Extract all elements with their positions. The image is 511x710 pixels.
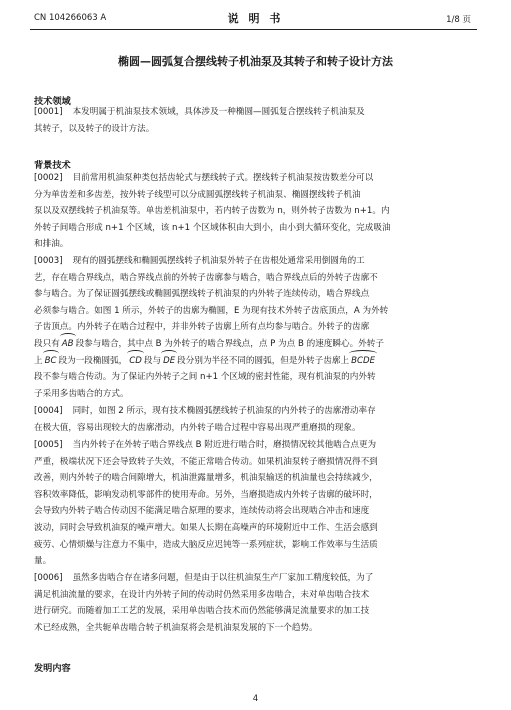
paragraph-line: 满足机油流量的要求，在设计内外转子间的传动时仍然采用多齿啮合，未对单齿啮合技术 [34,589,370,600]
paragraph-line: 子齿顶点。内外转子在啮合过程中，并非外转子齿廓上所有点均参与啮合。外转子的齿廓 [34,322,370,333]
section-heading-summary: 发明内容 [34,663,71,674]
paragraph-0003 [34,253,471,402]
paragraph-line: 参与啮合。为了保证圆弧摆线或椭圆弧摆线转子机油泵的内外转子连续传动，啮合界线点 [34,289,370,300]
paragraph-line: 段只有 AB 段参与啮合，其中点 B 为外转子的啮合界线点，点 P 为点 B 的速度瞬心。外转子 [34,336,471,353]
paragraph-line: [0004] 同时，如图 2 所示，现有技术椭圆弧摆线转子机油泵的内外转子的齿廓滑动率存 [34,406,376,416]
paragraph-line: [0005] 当内外转子在外转子啮合界线点 B 附近进行啮合时，磨损情况较其他啮合点更为 [34,440,377,450]
paragraph-line: 术已经成熟，全共轭单齿啮合转子机油泵将会是机油泵发展的下一个趋势。 [34,622,318,633]
paragraph-line: 改善，则内外转子的啮合间隙增大，机油泄露量增多，机油泵输送的机油量也会持续减少， [34,473,378,484]
paragraph-number: [0001] [34,107,63,117]
paragraph-line: 量。 [34,556,52,567]
paragraph-line: 容积效率降低，影响发动机零部件的使用寿命。另外，当磨损造成内外转子齿廓的破坏时， [34,489,378,500]
paragraph-line: 子采用多齿啮合的方式。 [34,388,129,399]
paragraph-line: [0003] 现有的圆弧摆线和椭圆弧摆线转子机油泵外转子在齿根处通常采用倒圆角的工 [34,256,365,266]
paragraph-line: 波动，同时会导致机油泵的噪声增大。如果人长期在高噪声的环境附近中工作、生活会感到 [34,522,378,533]
paragraph-line: [0002] 目前常用机油泵种类包括齿轮式与摆线转子式。摆线转子机油泵按齿数差分可以 [34,173,374,183]
paragraph-line: 段不参与啮合传动。为了保证内外转子之间 n+1 个区域的密封性能，现有机油泵的内外转 [34,372,376,383]
paragraph-number: [0004] [34,406,63,416]
paragraph-0005 [34,437,471,570]
header-divider [30,29,477,30]
paragraph-line: 外转子间啮合形成 n+1 个区域，该 n+1 个区域体积由大到小，由小到大循环变化，完成吸油 [34,222,391,233]
paragraph-line: 严重，极端状况下还会导致转子失效，不能正常啮合传动。如果机油泵转子磨损情况得不到 [34,456,378,467]
section-heading-tech-field: 技术领域 [34,96,71,107]
paragraph-0006 [34,570,471,636]
paragraph-number: [0006] [34,573,63,583]
paragraph-0004 [34,403,471,436]
paragraph-line: 和排油。 [34,239,69,250]
paragraph-line: [0001] 本发明属于机油泵技术领域，具体涉及一种椭圆—圆弧复合摆线转子机油泵及 [34,107,365,117]
paragraph-line: 会导致内外转子啮合传动因不能满足啮合原理的要求，连续传动将会出现啮合冲击和速度 [34,506,370,517]
paragraph-line: 其转子，以及转子的设计方法。 [34,123,155,134]
arc-bcde-symbol: BCDE [349,353,377,370]
paragraph-line: 泵以及双摆线转子机油泵等。单齿差机油泵中，若内转子齿数为 n，则外转子齿数为 n+1。内 [34,206,390,217]
paragraph-0001 [34,104,471,137]
doc-number: CN 104266063 A [34,13,107,23]
paragraph-line: 艺，存在啮合界线点，啮合界线点前的外转子齿廓参与啮合，啮合界线点后的外转子齿廓不 [34,272,378,283]
arc-bc-symbol: BC [43,353,59,370]
arc-cd-symbol: CD [127,353,144,370]
paragraph-line: 必须参与啮合。如图 1 所示，外转子的齿廓为椭圆，E 为现有技术外转子齿底顶点，A 为外转 [34,305,389,316]
doc-type: 说 明 书 [227,12,284,25]
arc-ab-symbol: AB [60,336,76,353]
paragraph-number: [0002] [34,173,63,183]
document-title: 椭圆—圆弧复合摆线转子机油泵及其转子和转子设计方法 [118,55,393,68]
paragraph-number: [0003] [34,256,63,266]
paragraph-line: 在极大值，容易出现较大的齿廓滑动，内外转子啮合过程中容易出现严重磨损的现象。 [34,422,361,433]
paragraph-0002 [34,170,471,253]
paragraph-line: 进行研究。而随着加工工艺的发展，采用单齿啮合技术而仍然能够满足流量要求的加工技 [34,606,370,617]
page-number: 4 [252,694,259,704]
section-heading-background: 背景技术 [34,160,71,171]
paragraph-number: [0005] [34,440,63,450]
paragraph-line: [0006] 虽然多齿啮合存在诸多问题，但是由于以往机油泵生产厂家加工精度较低，为了 [34,573,374,583]
arc-de-symbol: DE [161,353,177,370]
paragraph-line: 分为单齿差和多齿差，按外转子线型可以分成圆弧摆线转子机油泵、椭圆摆线转子机油 [34,189,361,200]
paragraph-line: 疲劳、心情烦燥与注意力不集中，造成大脑反应迟钝等一系列症状，影响工作效率与生活质 [34,539,378,550]
page-info: 1/8 页 [446,15,471,25]
paragraph-line: 上 BC 段为一段椭圆弧， CD 段与 DE 段分别为半径不同的圆弧，但是外转子齿廓上 BCDE [34,353,471,370]
